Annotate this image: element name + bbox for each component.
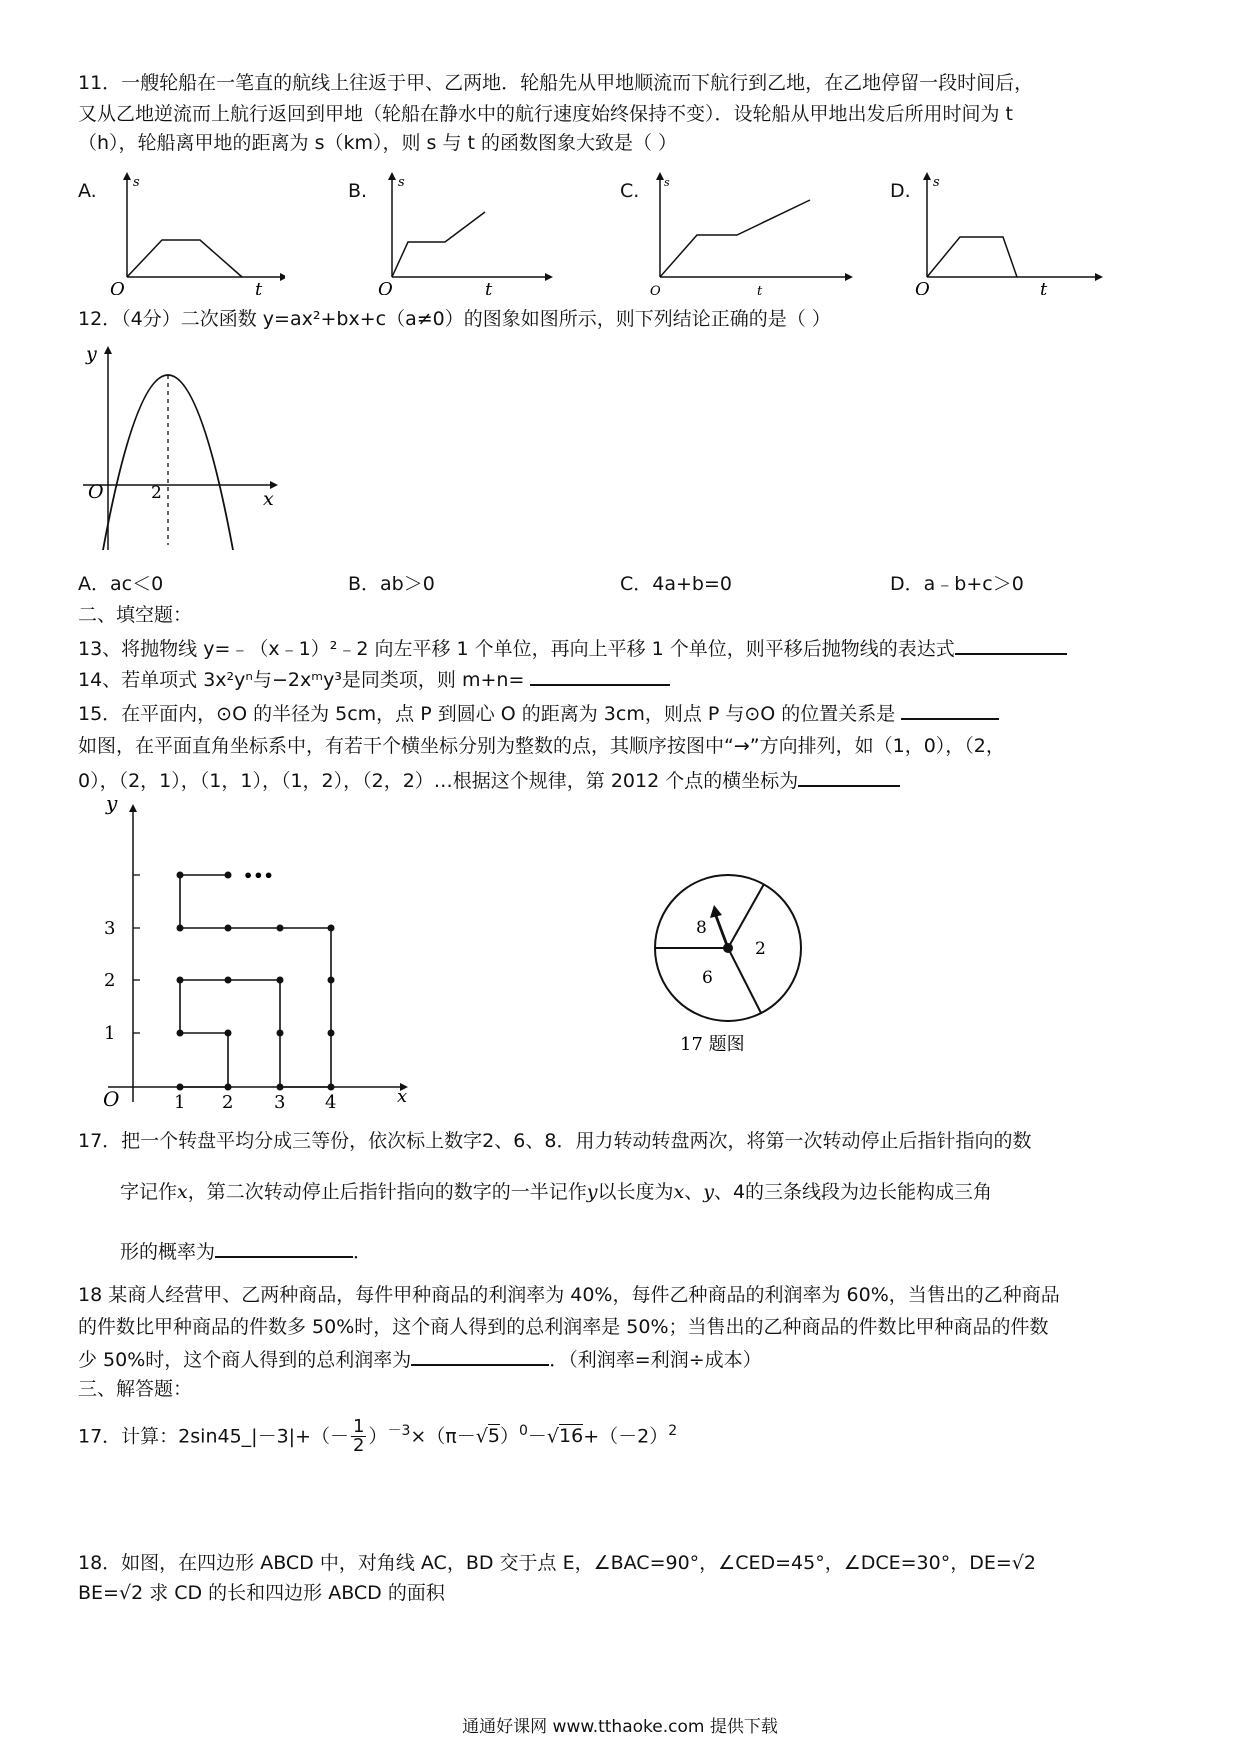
q15-label: 15．在平面内，⊙O 的半径为 5cm，点 P 到圆心 O 的距离为 3cm，则点 P 与⊙O 的位置关系是 xyxy=(78,703,896,725)
q11-c-origin-label: O xyxy=(650,284,661,295)
q12-origin-label: O xyxy=(88,481,104,503)
q16-answer-blank xyxy=(798,765,900,787)
q17-line3 xyxy=(120,1236,372,1265)
q17-line3-label: 形的概率为 xyxy=(120,1241,216,1263)
grid-x-tick-2: 2 xyxy=(222,1092,234,1110)
q18-line1: 18 某商人经营甲、乙两种商品，每件甲种商品的利润率为 40%，每件乙种商品的利润率为 60%，当售出的乙种商品 xyxy=(78,1284,1060,1306)
spinner-figure xyxy=(650,865,810,1065)
q11-d-t-label: t xyxy=(1040,279,1048,295)
q17-text-a: 字记作 xyxy=(120,1181,178,1203)
q11-line2: 又从乙地逆流而上航行返回到甲地（轮船在静水中的航行速度始终保持不变）．设轮船从甲地出发后所用时间为 t xyxy=(78,103,1013,125)
grid-continuation-dots: ••• xyxy=(243,866,274,885)
q11-a-s-label: s xyxy=(133,175,140,190)
q11-c-t-label: t xyxy=(757,284,763,295)
q14-label: 14、若单项式 3x²yⁿ与−2xᵐy³是同类项，则 m+n= xyxy=(78,669,525,691)
q11-graph-b xyxy=(370,170,555,295)
q13-answer-blank xyxy=(955,633,1067,655)
grid-x-tick-4: 4 xyxy=(325,1092,337,1110)
q12-x-label: x xyxy=(263,488,274,510)
q11-a-origin-label: O xyxy=(110,279,125,295)
q17-var-y2: y xyxy=(703,1181,714,1203)
q12-text: 12．（4分）二次函数 y=ax²+bx+c（a≠0）的图象如图所示，则下列结论正确的是（ ） xyxy=(78,308,831,330)
q13-label: 13、将抛物线 y=﹣（x﹣1）²﹣2 向左平移 1 个单位，再向上平移 1 个单位，则平移后抛物线的表达式 xyxy=(78,638,955,660)
q18b-line2: BE=√2 求 CD 的长和四边形 ABCD 的面积 xyxy=(78,1582,445,1604)
q18-answer-blank xyxy=(411,1344,549,1366)
calc-prefix: 17．计算：2sin45_ xyxy=(78,1425,252,1448)
grid-x-tick-3: 3 xyxy=(274,1092,286,1110)
q12-tick-2-label: 2 xyxy=(151,483,162,503)
q11-a-t-label: t xyxy=(255,279,263,295)
calc-fraction-numerator: 1 xyxy=(352,1416,365,1438)
spinner-caption: 17 题图 xyxy=(680,1034,745,1055)
grid-y-tick-3: 3 xyxy=(104,918,116,939)
q13-text xyxy=(78,633,1067,662)
q12-option-a: A．ac＜0 xyxy=(78,573,164,595)
q18-line3-end: ．（利润率=利润÷成本） xyxy=(549,1349,762,1371)
q11-option-b: B. xyxy=(348,180,368,202)
sqrt-5-radicand: 5 xyxy=(487,1425,500,1448)
q11-option-c: C. xyxy=(620,180,640,202)
q17-text-g: 、 xyxy=(684,1181,704,1203)
spinner-label-2: 2 xyxy=(755,939,766,959)
q14-answer-blank xyxy=(530,664,670,686)
q12-y-label: y xyxy=(86,343,97,365)
q17-line2 xyxy=(120,1179,992,1205)
q16-line1: 如图，在平面直角坐标系中，有若干个横坐标分别为整数的点，其顺序按图中“→”方向排列，如（1，0），（2， xyxy=(78,735,1005,757)
calc-exponent-neg3: －3 xyxy=(387,1423,411,1439)
q17-var-y1: y xyxy=(586,1181,598,1203)
q11-b-origin-label: O xyxy=(378,279,393,295)
calc-exponent-2: 2 xyxy=(668,1423,678,1439)
q16-point-pattern-graph xyxy=(78,790,418,1110)
q12-option-c: C．4a+b=0 xyxy=(620,573,732,595)
q12-option-d: D．a﹣b+c＞0 xyxy=(890,573,1024,595)
q11-option-d: D. xyxy=(890,180,911,202)
q17-line3-end: ． xyxy=(353,1241,373,1263)
section-2-heading: 二、填空题： xyxy=(78,604,193,626)
section-3-heading: 三、解答题： xyxy=(78,1378,193,1400)
q17-answer-blank xyxy=(215,1236,353,1258)
calc-mid: ×（π－ xyxy=(410,1425,476,1448)
q12-option-b: B．ab＞0 xyxy=(348,573,435,595)
q17-text-e: 以长度为 xyxy=(597,1181,674,1203)
q11-line3: （h），轮船离甲地的距离为 s（km），则 s 与 t 的函数图象大致是（ ） xyxy=(78,132,678,154)
q11-c-s-label: s xyxy=(664,176,670,189)
q18-line3 xyxy=(78,1344,762,1373)
q11-b-t-label: t xyxy=(485,279,493,295)
q14-text xyxy=(78,664,670,693)
calc-expression: 17．计算：2sin45_|－3|+（－ $\frac{1}{2}$ ）$^{-3}\times(\pi-√5)^0-√16+(-2)^2$ xyxy=(78,1416,678,1457)
q17-text-i: 、4的三条线段为边长能构成三角 xyxy=(713,1181,993,1203)
q15-text xyxy=(78,698,999,727)
q17-text-c: ，第二次转动停止后指针指向的数字的一半记作 xyxy=(187,1181,587,1203)
q11-graph-a xyxy=(100,170,285,295)
q18-line2: 的件数比甲种商品的件数多 50%时，这个商人得到的总利润率是 50%；当售出的乙种商品的件数比甲种商品的件数 xyxy=(78,1316,1049,1338)
q11-d-s-label: s xyxy=(933,175,940,190)
q11-option-a: A. xyxy=(78,180,97,202)
q18-line3-label: 少 50%时，这个商人得到的总利润率为 xyxy=(78,1349,412,1371)
grid-y-tick-2: 2 xyxy=(104,970,116,991)
sqrt-16: √16 xyxy=(546,1425,584,1448)
grid-y-tick-1: 1 xyxy=(104,1023,116,1044)
q18b-line1: 18．如图，在四边形 ABCD 中，对角线 AC，BD 交于点 E，∠BAC=90°，∠CED=45°，∠DCE=30°，DE=√2 xyxy=(78,1552,1036,1574)
calc-fraction xyxy=(351,1418,366,1455)
sqrt-16-radicand: 16 xyxy=(559,1425,584,1448)
grid-x-label: x xyxy=(397,1086,408,1107)
grid-y-label: y xyxy=(106,791,118,815)
calc-tail: +（－2） xyxy=(583,1425,669,1448)
q11-d-origin-label: O xyxy=(915,279,930,295)
q17-var-x2: x xyxy=(673,1181,685,1203)
page-footer: 通通好课网 www.tthaoke.com 提供下载 xyxy=(462,1717,778,1737)
q11-line1: 11．一艘轮船在一笔直的航线上往返于甲、乙两地．轮船先从甲地顺流而下航行到乙地，在乙地停留一段时间后， xyxy=(78,72,1034,94)
calc-exponent-0: 0 xyxy=(518,1423,528,1439)
q17-line1: 17．把一个转盘平均分成三等份，依次标上数字2、6、8．用力转动转盘两次，将第一次转动停止后指针指向的数 xyxy=(78,1130,1032,1152)
q11-b-s-label: s xyxy=(398,175,405,190)
calc-fraction-denominator: 2 xyxy=(352,1435,365,1457)
q11-graph-d xyxy=(910,170,1110,295)
grid-x-tick-1: 1 xyxy=(174,1092,186,1110)
calc-minus: － xyxy=(527,1425,547,1448)
q11-graph-c xyxy=(645,170,855,295)
sqrt-5: √5 xyxy=(475,1425,500,1448)
grid-origin-label: O xyxy=(103,1087,120,1110)
q12-parabola-graph xyxy=(78,340,288,555)
q16-line2-label: 0），（2，1），（1，1），（1，2），（2，2）…根据这个规律，第 2012 个点的横坐标为 xyxy=(78,770,799,792)
calc-abs: |－3|+（－ xyxy=(251,1425,349,1448)
spinner-label-6: 6 xyxy=(702,968,713,988)
q15-answer-blank xyxy=(901,698,999,720)
spinner-label-8: 8 xyxy=(696,918,707,938)
q17-var-x1: x xyxy=(177,1181,188,1203)
